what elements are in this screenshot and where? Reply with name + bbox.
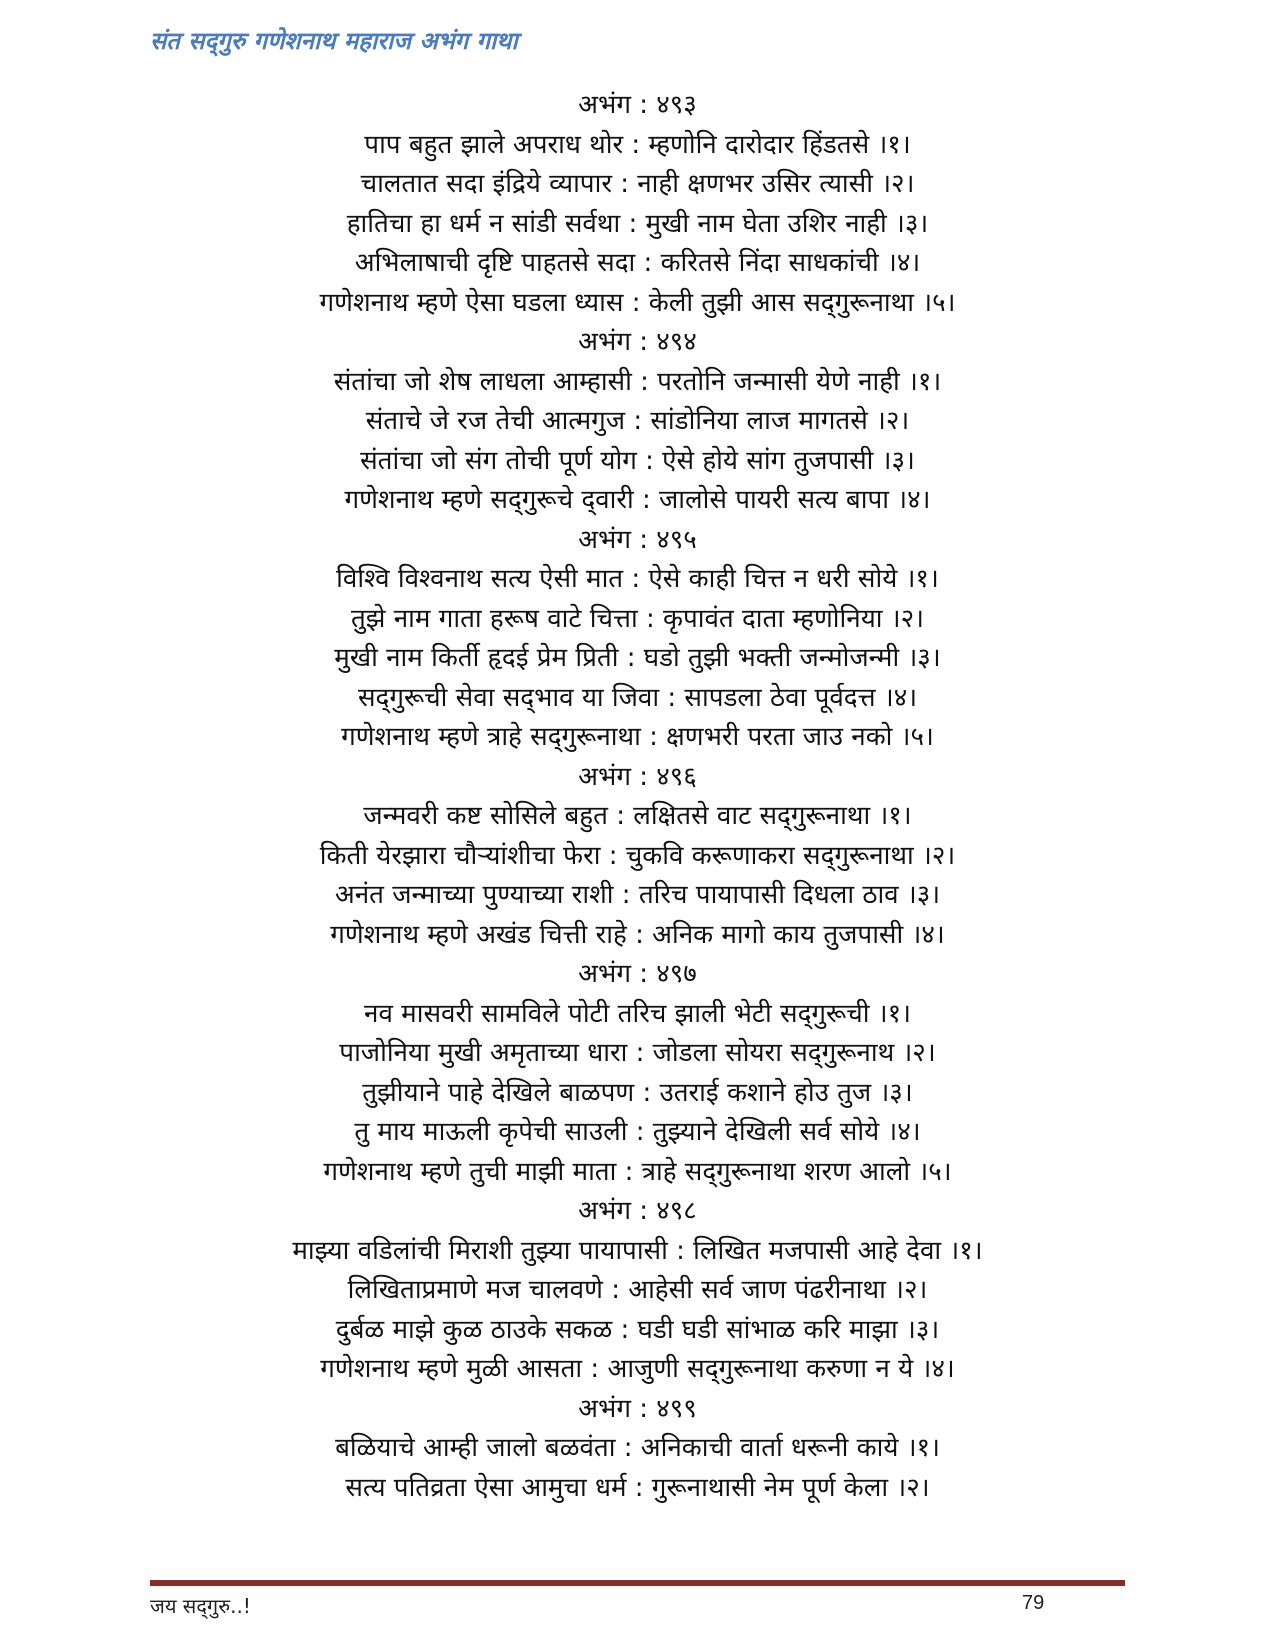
abhang-verse-line: गणेशनाथ म्हणे त्राहे सद्‌गुरूनाथा : क्षणभरी परता जाउ नको ।५। [341,722,934,752]
abhang-verse-line: लिखिताप्रमाणे मज चालवणे : आहेसी सर्व जाण पंढरीनाथा ।२। [347,1275,928,1305]
abhang-verse-line: गणेशनाथ म्हणे सद्‌गुरूचे द्‌वारी : जालोसे पायरी सत्य बापा ।४। [344,485,931,515]
abhang-heading: अभंग : ४९४ [578,327,697,357]
abhang-verse-line: गणेशनाथ म्हणे मुळी आसता : आजुणी सद्‌गुरूनाथा करुणा न ये ।४। [320,1354,955,1384]
abhang-content [120,86,1155,1508]
footer-salutation: जय सद्‌गुरु..! [150,1594,251,1618]
abhang-heading: अभंग : ४९६ [578,761,697,792]
page-number: 79 [1022,1592,1045,1614]
abhang-heading: अभंग : ४९५ [578,524,697,555]
page-header-title: संत सद्‌गुरु गणेशनाथ महाराज अभंग गाथा [150,27,518,55]
abhang-verse-line: सद्‌गुरूची सेवा सद्‌भाव या जिवा : सापडला ठेवा पूर्वदत्त ।४। [357,682,918,713]
abhang-heading: अभंग : ४९९ [578,1393,697,1424]
abhang-heading: अभंग : ४९७ [578,959,697,989]
abhang-verse-line: विश्वि विश्वनाथ सत्य ऐसी मात : ऐसे काही चित्त न धरी सोये ।१। [336,564,939,594]
abhang-verse-line: बळियाचे आम्ही जालो बळवंता : अनिकाची वार्ता धरूनी काये ।१। [335,1433,940,1463]
abhang-verse-line: जन्मवरी कष्ट सोसिले बहुत : लक्षितसे वाट सद्‌गुरूनाथा ।१। [363,801,912,831]
abhang-verse-line: गणेशनाथ म्हणे अखंड चित्ती राहे : अनिक मागो काय तुजपासी ।४। [330,919,945,950]
abhang-verse-line: किती येरझारा चौऱ्यांशीचा फेरा : चुकवि करूणाकरा सद्‌गुरूनाथा ।२। [319,840,956,871]
abhang-verse-line: दुर्बळ माझे कुळ ठाउके सकळ : घडी घडी सांभाळ करि माझा ।३। [335,1314,940,1345]
abhang-verse-line: माझ्या वडिलांची मिराशी तुझ्या पायापासी : लिखित मजपासी आहे देवा ।१। [292,1235,983,1266]
abhang-verse-line: संताचे जे रज तेची आत्मगुज : सांडोनिया लाज मागतसे ।२। [365,406,910,436]
abhang-verse-line: तुझीयाने पाहे देखिले बाळपण : उतराई कशाने होउ तुज ।३। [362,1077,913,1108]
abhang-heading: अभंग : ४९३ [578,90,697,120]
abhang-verse-line: अनंत जन्माच्या पुण्याच्या राशी : तरिच पायापासी दिधला ठाव ।३। [334,880,941,910]
abhang-verse-line: हातिचा हा धर्म न सांडी सर्वथा : मुखी नाम घेता उशिर नाही ।३। [346,208,929,239]
abhang-verse-line: अभिलाषाची दृष्टि पाहतसे सदा : करितसे निंदा साधकांची ।४। [354,248,921,278]
abhang-verse-line: मुखी नाम किर्ती हृदई प्रेम प्रिती : घडो तुझी भक्ती जन्मोजन्मी ।३। [334,643,941,673]
abhang-verse-line: तु माय माऊली कृपेची साउली : तुझ्याने देखिली सर्व सोये ।४। [354,1117,921,1147]
abhang-verse-line: पाप बहुत झाले अपराध थोर : म्हणोनि दारोदार हिंडतसे ।१। [364,129,911,160]
abhang-verse-line: पाजोनिया मुखी अमृताच्या धारा : जोडला सोयरा सद्‌गुरूनाथ ।२। [339,1038,936,1068]
footer-divider [150,1580,1125,1586]
abhang-verse-line: गणेशनाथ म्हणे ऐसा घडला ध्यास : केली तुझी आस सद्‌गुरूनाथा ।५। [319,287,956,318]
abhang-verse-line: गणेशनाथ म्हणे तुची माझी माता : त्राहे सद्‌गुरूनाथा शरण आलो ।५। [323,1156,952,1187]
abhang-verse-line: नव मासवरी सामविले पोटी तरिच झाली भेटी सद्‌गुरूची ।१। [364,998,911,1029]
abhang-verse-line: सत्य पतिव्रता ऐसा आमुचा धर्म : गुरूनाथासी नेम पूर्ण केला ।२। [345,1472,930,1503]
abhang-verse-line: संतांचा जो संग तोची पूर्ण योग : ऐसे होये सांग तुजपासी ।३। [360,445,915,476]
abhang-verse-line: चालतात सदा इंद्रिये व्यापार : नाही क्षणभर उसिर त्यासी ।२। [360,169,915,199]
abhang-heading: अभंग : ४९८ [578,1196,697,1226]
abhang-verse-line: तुझे नाम गाता हरूष वाटे चित्ता : कृपावंत दाता म्हणोनिया ।२। [350,603,925,634]
abhang-verse-line: संतांचा जो शेष लाधला आम्हासी : परतोनि जन्मासी येणे नाही ।१। [333,366,942,397]
